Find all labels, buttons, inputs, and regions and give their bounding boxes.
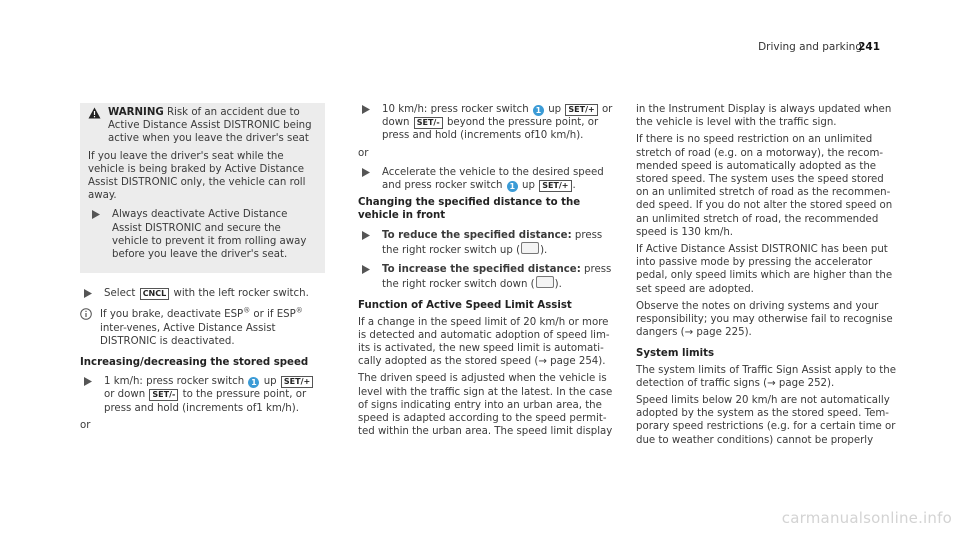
distance-down-icon [536,276,554,288]
step-text: to the pressure point, or press and hold (increments of1 km/h). [104,389,307,414]
paragraph: in the Instrument Display is always updated when the vehicle is level with the traffic sign. [636,104,892,129]
paragraph [636,364,896,390]
step-reduce-distance [358,229,618,257]
step-text: or down [104,389,146,401]
or-text: or [80,419,91,431]
step-arrow-icon [84,377,98,386]
or-text: or [358,147,369,159]
step-accelerate [358,166,618,192]
step-arrow-icon [362,231,376,240]
paragraph-text: ). [744,327,752,339]
warning-head-text: Risk of an accident due to Active Distance Assist DISTRONIC being active when you leave the driver's seat [108,107,312,145]
step-text: up [548,104,562,115]
set-plus-button-icon: SET/+ [565,104,597,116]
step-text: beyond the pressure point, or press and hold (increments of10 km/h). [382,117,599,142]
page-ref-arrow-icon: → [684,327,694,339]
column-2 [358,103,618,442]
cncl-button-icon: CNCL [140,288,170,300]
info-text-b: or if ESP [250,309,296,321]
registered-mark: ® [295,307,303,316]
step-1kmh [80,375,325,415]
info-text-a: If you brake, deactivate ESP [100,309,244,321]
paragraph: Speed limits below 20 km/h are not automatically adopted by the system as the stored speed. Tem-porary speed restrictions (e.g. for a certain time or due to weather conditions) cannot be properly [636,395,896,446]
page-ref-arrow-icon: → [767,377,776,389]
step-text: . [572,180,576,192]
step-text: or down [382,104,613,129]
page-header [0,41,960,55]
set-plus-button-icon: SET/+ [539,180,571,192]
set-minus-button-icon: SET/- [414,117,443,129]
reduce-text: press the right rocker switch up ( [382,229,603,256]
step-text: up [263,376,277,388]
registered-mark: ® [243,307,251,316]
info-note [80,308,325,348]
page-reference[interactable]: page 225 [696,327,745,339]
select-text: Select [104,288,136,300]
select-step [80,287,325,300]
step-text: Accelerate the vehicle to the desired speed and press rocker switch [382,166,604,192]
callout-1: 1 [533,105,544,116]
paragraph-text: If a change in the speed limit of 20 km/h or more is detected and automatic adoption of speed lim-its is activated, the new speed limit is automati-cally adopted as the stored speed ( [358,316,610,368]
page-ref-arrow-icon: → [538,356,547,368]
column-3 [636,103,896,451]
reduce-title: To reduce the specified distance: [382,229,572,241]
heading-stored-speed: Increasing/decreasing the stored speed [80,357,309,369]
step-arrow-icon [362,265,376,274]
increase-text: press the right rocker switch down ( [382,264,612,291]
paragraph: The driven speed is adjusted when the vehicle is level with the traffic sign at the latest. In the case of signs indicating entry into an urban area, the speed is adapted according to the speed permit-ted within the urban area. The speed limit display [358,373,613,438]
step-10kmh [358,103,618,143]
paragraph: If there is no speed restriction on an unlimited stretch of road (e.g. on a motorway), the recom-mended speed is automatically adopted as the stored speed. The system uses the speed stored on an unlimited stretch of road as the recommen-ded speed. If you do not alter the stored speed on an unlimited stretch of road, the recommended speed is 130 km/h. [636,134,893,238]
callout-1: 1 [248,377,259,388]
heading-speed-limit-assist: Function of Active Speed Limit Assist [358,300,572,312]
step-arrow-icon [92,210,106,219]
distance-up-icon [521,242,539,254]
warning-step [88,208,319,261]
paragraph [358,316,618,369]
warning-body: If you leave the driver's seat while the vehicle is being braked by Active Distance Assist DISTRONIC only, the vehicle can roll away. [88,150,306,202]
page-number: 241 [858,41,880,53]
step-arrow-icon [84,289,98,298]
paragraph-text: ). [598,356,606,368]
paragraph-text: Observe the notes on driving systems and your responsibility; you may otherwise fail to recognise dangers ( [636,300,893,339]
page-reference[interactable]: page 254 [550,356,599,368]
set-plus-button-icon: SET/+ [281,376,313,388]
step-arrow-icon [362,168,376,177]
warning-title: WARNING [108,107,164,118]
watermark: carmanualsonline.info [781,508,952,527]
paragraph-text: ). [827,377,835,389]
column-1 [80,103,325,436]
reduce-end: ). [540,244,548,256]
paragraph: If Active Distance Assist DISTRONIC has been put into passive mode by pressing the accelerator pedal, only speed limits which are higher than the set speed are adopted. [636,244,893,295]
callout-1: 1 [507,181,518,192]
step-increase-distance [358,263,618,291]
step-text: 10 km/h: press rocker switch [382,104,529,115]
select-text-end: with the left rocker switch. [173,288,309,300]
step-text: 1 km/h: press rocker switch [104,376,245,388]
warning-step-text: Always deactivate Active Distance Assist DISTRONIC and secure the vehicle to prevent it from rolling away before you leave the driver's seat. [112,209,307,261]
warning-triangle-icon [88,107,102,123]
info-icon [80,308,94,324]
heading-system-limits: System limits [636,348,715,360]
step-arrow-icon [362,105,376,114]
heading-distance: Changing the specified distance to the vehicle in front [358,197,581,222]
step-text: up [522,180,535,192]
paragraph-text: The system limits of Traffic Sign Assist apply to the detection of traffic signs ( [636,364,896,389]
increase-title: To increase the specified distance: [382,264,581,276]
paragraph [636,300,896,340]
section-title: Driving and parking [758,41,862,53]
info-text-c: inter-venes, Active Distance Assist DISTRONIC is deactivated. [100,322,276,347]
increase-end: ). [554,279,562,291]
page-reference[interactable]: page 252 [778,377,828,389]
warning-box [80,103,325,273]
set-minus-button-icon: SET/- [149,389,178,401]
